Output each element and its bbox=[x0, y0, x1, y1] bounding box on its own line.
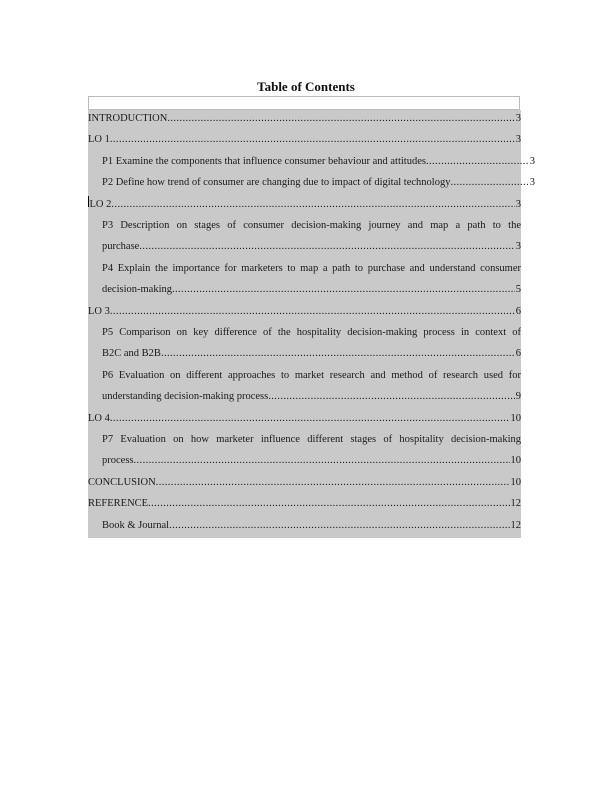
toc-entry-text-line1: P3 Description on stages of consumer decision-making journey and map a path to the bbox=[102, 220, 521, 231]
toc-page-number: 3 bbox=[515, 134, 521, 146]
toc-entry-p3[interactable] bbox=[88, 215, 521, 258]
toc-entry-text: P1 Examine the components that influence consumer behaviour and attitudes bbox=[102, 155, 426, 167]
table-of-contents bbox=[88, 110, 535, 538]
toc-entry-text-line1: P7 Evaluation on how marketer influence different stages of hospitality decision-making bbox=[102, 434, 521, 445]
toc-entry-text: understanding decision-making process bbox=[102, 391, 269, 403]
leader-dots bbox=[134, 450, 510, 471]
toc-entry-reference[interactable] bbox=[88, 493, 521, 514]
leader-dots bbox=[161, 343, 515, 364]
toc-entry-lo4[interactable] bbox=[88, 408, 521, 429]
toc-entry-text: purchase bbox=[102, 241, 140, 253]
leader-dots bbox=[167, 108, 514, 129]
leader-dots bbox=[426, 151, 529, 172]
toc-entry-text-line1: P5 Comparison on key difference of the hospitality decision-making process in context of bbox=[102, 327, 521, 338]
toc-page-number: 10 bbox=[510, 455, 521, 467]
toc-page-number: 6 bbox=[515, 348, 521, 360]
toc-page-number: 12 bbox=[510, 519, 521, 531]
toc-entry-p1[interactable] bbox=[88, 151, 535, 172]
toc-entry-text: process bbox=[102, 455, 134, 467]
toc-entry-conclusion[interactable] bbox=[88, 472, 521, 493]
toc-page-number: 10 bbox=[510, 412, 521, 424]
toc-entry-p4[interactable] bbox=[88, 258, 521, 301]
leader-dots bbox=[169, 515, 509, 536]
leader-dots bbox=[110, 408, 510, 429]
toc-entry-text: Book & Journal bbox=[102, 519, 170, 531]
toc-entry-text: B2C and B2B bbox=[102, 348, 161, 360]
toc-entry-lo3[interactable] bbox=[88, 301, 521, 322]
toc-entry-text: CONCLUSION bbox=[88, 476, 156, 488]
leader-dots bbox=[110, 129, 515, 150]
text-cursor bbox=[88, 196, 89, 207]
leader-dots bbox=[450, 172, 528, 193]
leader-dots bbox=[268, 386, 515, 407]
leader-dots bbox=[110, 301, 515, 322]
toc-entry-p6[interactable] bbox=[88, 365, 521, 408]
toc-entry-text: INTRODUCTION bbox=[88, 113, 168, 124]
toc-entry-p2[interactable] bbox=[88, 172, 535, 193]
toc-entry-book-journal[interactable] bbox=[88, 515, 521, 536]
leader-dots bbox=[139, 236, 514, 257]
toc-page-number: 3 bbox=[529, 177, 535, 189]
toc-entry-text-line1: P4 Explain the importance for marketers to map a path to purchase and understand consumer bbox=[102, 262, 521, 274]
toc-page-number: 9 bbox=[515, 391, 521, 403]
toc-entry-text: P2 Define how trend of consumer are changing due to impact of digital technology bbox=[102, 177, 451, 189]
toc-entry-text-line1: P6 Evaluation on different approaches to market research and method of research used for bbox=[102, 369, 521, 381]
toc-heading: Table of Contents bbox=[257, 79, 355, 94]
toc-page-number: 3 bbox=[529, 155, 535, 167]
toc-page-number: 3 bbox=[515, 198, 521, 210]
toc-page-number: 3 bbox=[515, 241, 521, 253]
toc-entry-p5[interactable] bbox=[88, 322, 521, 365]
toc-entry-text: LO 4 bbox=[88, 412, 110, 424]
toc-entry-text: LO 3 bbox=[88, 305, 110, 317]
toc-page-number: 3 bbox=[515, 113, 521, 124]
toc-entry-text: REFERENCE bbox=[88, 498, 149, 510]
toc-page-number: 10 bbox=[510, 476, 521, 488]
toc-entry-text: LO 2 bbox=[89, 198, 112, 210]
toc-entry-text: LO 1 bbox=[88, 134, 110, 146]
toc-entry-lo2[interactable] bbox=[88, 194, 521, 215]
toc-page-number: 6 bbox=[515, 305, 521, 317]
toc-page-number: 5 bbox=[515, 284, 521, 296]
leader-dots bbox=[111, 194, 514, 215]
leader-dots bbox=[172, 279, 515, 300]
toc-entry-text: decision-making bbox=[102, 284, 172, 296]
leader-dots bbox=[156, 472, 510, 493]
leader-dots bbox=[148, 493, 509, 514]
toc-entry-lo1[interactable] bbox=[88, 129, 521, 150]
toc-entry-introduction[interactable] bbox=[88, 108, 521, 129]
toc-entry-p7[interactable] bbox=[88, 429, 521, 472]
toc-page-number: 12 bbox=[510, 498, 521, 510]
